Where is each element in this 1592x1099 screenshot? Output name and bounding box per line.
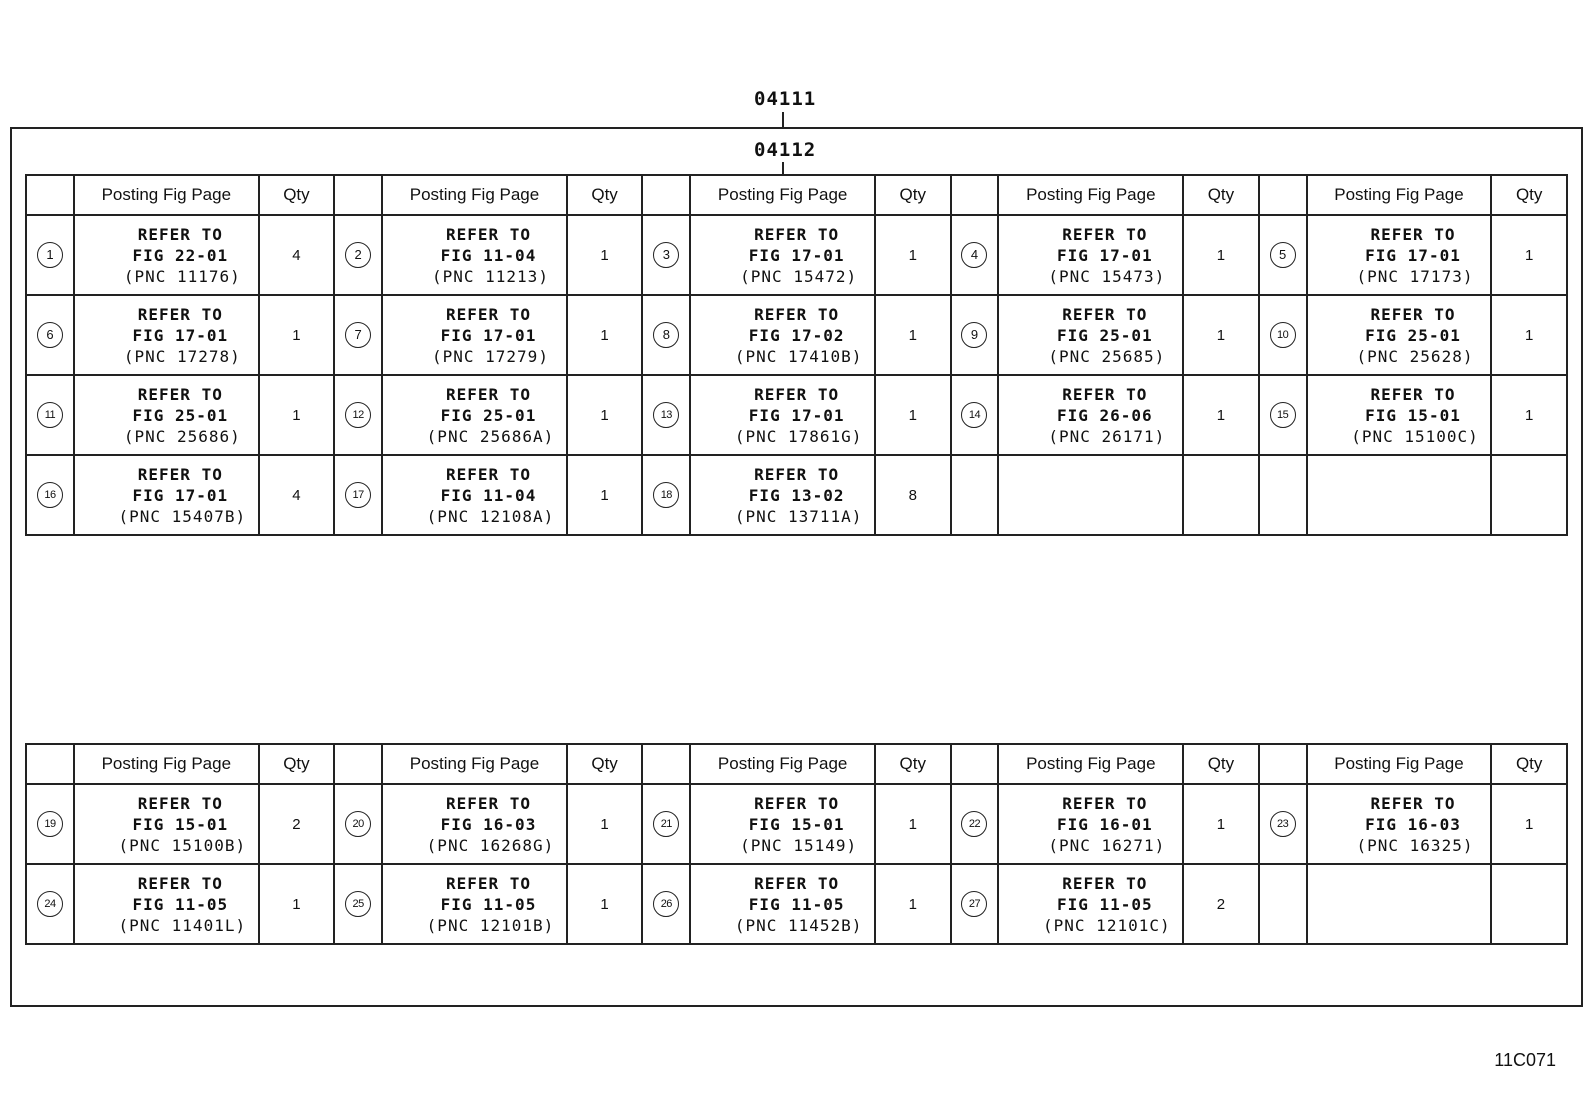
reference-cell [690, 295, 875, 375]
reference-cell [74, 295, 259, 375]
item-number-badge: 20 [345, 811, 371, 837]
item-number-cell [334, 455, 382, 535]
header-row [26, 175, 1567, 215]
qty-cell: 1 [1491, 784, 1567, 864]
refer-to-text: REFER TO [1062, 793, 1148, 813]
refer-to-text: REFER TO [1062, 224, 1148, 244]
refer-to-text: REFER TO [445, 384, 531, 404]
reference-cell [998, 784, 1183, 864]
item-number-cell [642, 455, 690, 535]
qty-cell: 1 [875, 295, 951, 375]
item-number-badge: 8 [653, 322, 679, 348]
item-number-badge: 3 [653, 242, 679, 268]
refer-to-text: REFER TO [137, 464, 223, 484]
refer-to-text: REFER TO [137, 224, 223, 244]
item-number-cell [951, 215, 999, 295]
reference-cell [382, 784, 567, 864]
header-fig-page: Posting Fig Page [74, 175, 259, 215]
refer-to-text: REFER TO [137, 873, 223, 893]
outer-leader-line [782, 112, 784, 127]
reference-cell [74, 455, 259, 535]
qty-cell: 2 [259, 784, 335, 864]
fig-reference: FIG 11-05 [748, 894, 845, 914]
qty-cell: 4 [259, 455, 335, 535]
fig-reference: FIG 11-05 [132, 894, 229, 914]
table-row [26, 215, 1567, 295]
item-number-badge: 9 [961, 322, 987, 348]
header-blank-cell [26, 175, 74, 215]
reference-cell [74, 864, 259, 944]
table-row [26, 455, 1567, 535]
item-number-badge: 5 [1270, 242, 1296, 268]
reference-cell [1307, 864, 1492, 944]
item-number-cell [334, 784, 382, 864]
qty-cell: 1 [567, 784, 643, 864]
fig-reference: FIG 15-01 [1365, 405, 1461, 425]
item-number-badge: 27 [961, 891, 987, 917]
qty-cell: 1 [259, 375, 335, 455]
header-blank-cell [1259, 744, 1307, 784]
item-number-badge: 26 [653, 891, 679, 917]
pnc-reference: (PNC 15100C) [1351, 426, 1479, 446]
fig-reference: FIG 11-05 [1056, 894, 1153, 914]
qty-cell: 1 [1183, 375, 1259, 455]
pnc-reference: (PNC 12101B) [426, 915, 555, 935]
pnc-reference: (PNC 12101C) [1043, 915, 1171, 935]
reference-cell [382, 295, 567, 375]
header-qty: Qty [259, 175, 335, 215]
refer-to-text: REFER TO [137, 384, 223, 404]
fig-reference: FIG 15-01 [748, 814, 845, 834]
reference-table-lower [25, 743, 1568, 945]
header-qty: Qty [875, 744, 951, 784]
item-number-cell [26, 784, 74, 864]
pnc-reference: (PNC 25686) [123, 426, 241, 446]
reference-cell [690, 455, 875, 535]
item-number-cell [334, 295, 382, 375]
reference-cell [690, 784, 875, 864]
item-number-badge: 25 [345, 891, 371, 917]
pnc-reference: (PNC 11213) [431, 266, 549, 286]
fig-reference: FIG 17-01 [132, 325, 229, 345]
item-number-cell [642, 295, 690, 375]
header-qty: Qty [1183, 744, 1259, 784]
reference-cell [998, 455, 1183, 535]
fig-reference: FIG 26-06 [1056, 405, 1153, 425]
qty-cell: 1 [875, 375, 951, 455]
reference-cell [382, 375, 567, 455]
inner-assembly-code: 04112 [754, 139, 817, 161]
qty-cell: 1 [567, 864, 643, 944]
qty-cell: 1 [1491, 295, 1567, 375]
header-fig-page: Posting Fig Page [382, 175, 567, 215]
refer-to-text: REFER TO [445, 224, 531, 244]
item-number-cell [951, 295, 999, 375]
refer-to-text: REFER TO [445, 873, 531, 893]
item-number-badge: 19 [37, 811, 63, 837]
item-number-badge: 21 [653, 811, 679, 837]
reference-cell [1307, 784, 1492, 864]
fig-reference: FIG 25-01 [440, 405, 537, 425]
item-number-cell [26, 455, 74, 535]
header-fig-page: Posting Fig Page [1307, 175, 1492, 215]
fig-reference: FIG 25-01 [132, 405, 229, 425]
fig-reference: FIG 17-01 [748, 405, 845, 425]
header-blank-cell [951, 175, 999, 215]
pnc-reference: (PNC 13711A) [734, 506, 863, 526]
item-number-cell [951, 455, 999, 535]
qty-cell: 1 [1183, 784, 1259, 864]
pnc-reference: (PNC 17861G) [734, 426, 863, 446]
pnc-reference: (PNC 11401L) [118, 915, 247, 935]
item-number-badge: 24 [37, 891, 63, 917]
header-blank-cell [642, 175, 690, 215]
item-number-badge: 6 [37, 322, 63, 348]
qty-cell: 1 [567, 215, 643, 295]
pnc-reference: (PNC 15100B) [118, 835, 247, 855]
item-number-cell [334, 864, 382, 944]
header-blank-cell [26, 744, 74, 784]
item-number-badge: 22 [961, 811, 987, 837]
fig-reference: FIG 25-01 [1365, 325, 1461, 345]
header-qty: Qty [1491, 175, 1567, 215]
qty-cell: 1 [1491, 215, 1567, 295]
reference-cell [1307, 375, 1492, 455]
refer-to-text: REFER TO [1062, 384, 1148, 404]
item-number-cell [1259, 455, 1307, 535]
reference-cell [998, 295, 1183, 375]
item-number-cell [642, 375, 690, 455]
header-fig-page: Posting Fig Page [998, 744, 1183, 784]
item-number-badge: 23 [1270, 811, 1296, 837]
reference-cell [382, 215, 567, 295]
reference-cell [690, 864, 875, 944]
fig-reference: FIG 17-01 [748, 245, 845, 265]
item-number-badge: 16 [37, 482, 63, 508]
qty-cell: 1 [1183, 295, 1259, 375]
reference-cell [998, 215, 1183, 295]
fig-reference: FIG 16-01 [1056, 814, 1153, 834]
header-row [26, 744, 1567, 784]
header-qty: Qty [567, 175, 643, 215]
table-row [26, 784, 1567, 864]
table-row [26, 375, 1567, 455]
item-number-cell [26, 295, 74, 375]
refer-to-text: REFER TO [754, 464, 840, 484]
fig-reference: FIG 11-05 [440, 894, 537, 914]
pnc-reference: (PNC 25686A) [426, 426, 555, 446]
header-qty: Qty [875, 175, 951, 215]
pnc-reference: (PNC 17173) [1356, 266, 1474, 286]
refer-to-text: REFER TO [1370, 384, 1456, 404]
fig-reference: FIG 15-01 [132, 814, 229, 834]
item-number-badge: 17 [345, 482, 371, 508]
qty-cell [1491, 864, 1567, 944]
item-number-cell [26, 864, 74, 944]
reference-cell [1307, 455, 1492, 535]
item-number-badge: 15 [1270, 402, 1296, 428]
item-number-badge: 18 [653, 482, 679, 508]
pnc-reference: (PNC 25628) [1356, 346, 1474, 366]
pnc-reference: (PNC 15149) [740, 835, 858, 855]
qty-cell: 1 [875, 784, 951, 864]
refer-to-text: REFER TO [445, 464, 531, 484]
item-number-cell [642, 864, 690, 944]
refer-to-text: REFER TO [1062, 873, 1148, 893]
item-number-badge: 4 [961, 242, 987, 268]
fig-reference: FIG 17-01 [1056, 245, 1153, 265]
reference-cell [1307, 295, 1492, 375]
header-fig-page: Posting Fig Page [690, 744, 875, 784]
refer-to-text: REFER TO [1370, 304, 1456, 324]
fig-reference: FIG 17-01 [1365, 245, 1461, 265]
header-fig-page: Posting Fig Page [690, 175, 875, 215]
header-blank-cell [334, 175, 382, 215]
reference-cell [382, 864, 567, 944]
item-number-badge: 11 [37, 402, 63, 428]
item-number-cell [1259, 375, 1307, 455]
pnc-reference: (PNC 17278) [123, 346, 241, 366]
header-qty: Qty [1183, 175, 1259, 215]
item-number-cell [26, 375, 74, 455]
reference-cell [74, 215, 259, 295]
qty-cell: 1 [1491, 375, 1567, 455]
reference-cell [998, 864, 1183, 944]
refer-to-text: REFER TO [754, 873, 840, 893]
fig-reference: FIG 17-02 [748, 325, 845, 345]
refer-to-text: REFER TO [137, 304, 223, 324]
pnc-reference: (PNC 11176) [123, 266, 241, 286]
item-number-cell [1259, 784, 1307, 864]
item-number-cell [642, 784, 690, 864]
pnc-reference: (PNC 16271) [1048, 835, 1166, 855]
item-number-cell [1259, 864, 1307, 944]
item-number-cell [951, 784, 999, 864]
item-number-cell [26, 215, 74, 295]
header-blank-cell [1259, 175, 1307, 215]
fig-reference: FIG 11-04 [440, 245, 537, 265]
refer-to-text: REFER TO [1370, 224, 1456, 244]
header-qty: Qty [567, 744, 643, 784]
item-number-cell [334, 215, 382, 295]
item-number-badge: 1 [37, 242, 63, 268]
qty-cell: 1 [567, 375, 643, 455]
item-number-cell [1259, 215, 1307, 295]
qty-cell [1491, 455, 1567, 535]
item-number-cell [951, 375, 999, 455]
header-fig-page: Posting Fig Page [1307, 744, 1492, 784]
table-row [26, 295, 1567, 375]
outer-assembly-code: 04111 [754, 88, 817, 110]
pnc-reference: (PNC 26171) [1048, 426, 1166, 446]
qty-cell: 1 [567, 455, 643, 535]
refer-to-text: REFER TO [1370, 793, 1456, 813]
fig-reference: FIG 13-02 [748, 485, 845, 505]
qty-cell: 1 [875, 864, 951, 944]
refer-to-text: REFER TO [445, 793, 531, 813]
refer-to-text: REFER TO [137, 793, 223, 813]
pnc-reference: (PNC 11452B) [734, 915, 863, 935]
reference-cell [74, 375, 259, 455]
item-number-cell [951, 864, 999, 944]
fig-reference: FIG 16-03 [1365, 814, 1461, 834]
qty-cell: 1 [1183, 215, 1259, 295]
pnc-reference: (PNC 16268G) [426, 835, 555, 855]
item-number-badge: 14 [961, 402, 987, 428]
header-fig-page: Posting Fig Page [382, 744, 567, 784]
qty-cell: 1 [875, 215, 951, 295]
qty-cell: 8 [875, 455, 951, 535]
header-blank-cell [951, 744, 999, 784]
item-number-cell [1259, 295, 1307, 375]
table-row [26, 864, 1567, 944]
pnc-reference: (PNC 17410B) [734, 346, 863, 366]
refer-to-text: REFER TO [754, 304, 840, 324]
qty-cell: 4 [259, 215, 335, 295]
reference-cell [690, 375, 875, 455]
reference-cell [74, 784, 259, 864]
qty-cell: 1 [567, 295, 643, 375]
refer-to-text: REFER TO [445, 304, 531, 324]
pnc-reference: (PNC 17279) [431, 346, 549, 366]
reference-table-upper [25, 174, 1568, 536]
refer-to-text: REFER TO [1062, 304, 1148, 324]
reference-cell [998, 375, 1183, 455]
fig-reference: FIG 25-01 [1056, 325, 1153, 345]
header-fig-page: Posting Fig Page [74, 744, 259, 784]
item-number-badge: 2 [345, 242, 371, 268]
header-qty: Qty [259, 744, 335, 784]
fig-reference: FIG 17-01 [440, 325, 537, 345]
refer-to-text: REFER TO [754, 224, 840, 244]
refer-to-text: REFER TO [754, 384, 840, 404]
item-number-cell [334, 375, 382, 455]
header-fig-page: Posting Fig Page [998, 175, 1183, 215]
reference-cell [1307, 215, 1492, 295]
pnc-reference: (PNC 16325) [1356, 835, 1474, 855]
header-blank-cell [642, 744, 690, 784]
header-qty: Qty [1491, 744, 1567, 784]
refer-to-text: REFER TO [754, 793, 840, 813]
pnc-reference: (PNC 15473) [1048, 266, 1166, 286]
fig-reference: FIG 11-04 [440, 485, 537, 505]
fig-reference: FIG 16-03 [440, 814, 537, 834]
qty-cell: 1 [259, 295, 335, 375]
pnc-reference: (PNC 15472) [740, 266, 858, 286]
qty-cell: 1 [259, 864, 335, 944]
pnc-reference: (PNC 25685) [1048, 346, 1166, 366]
fig-reference: FIG 17-01 [132, 485, 229, 505]
qty-cell [1183, 455, 1259, 535]
item-number-badge: 10 [1270, 322, 1296, 348]
item-number-badge: 7 [345, 322, 371, 348]
item-number-cell [642, 215, 690, 295]
reference-cell [382, 455, 567, 535]
pnc-reference: (PNC 15407B) [118, 506, 247, 526]
qty-cell: 2 [1183, 864, 1259, 944]
item-number-badge: 12 [345, 402, 371, 428]
header-blank-cell [334, 744, 382, 784]
figure-code: 11C071 [1494, 1050, 1556, 1070]
fig-reference: FIG 22-01 [132, 245, 229, 265]
item-number-badge: 13 [653, 402, 679, 428]
pnc-reference: (PNC 12108A) [426, 506, 555, 526]
reference-cell [690, 215, 875, 295]
